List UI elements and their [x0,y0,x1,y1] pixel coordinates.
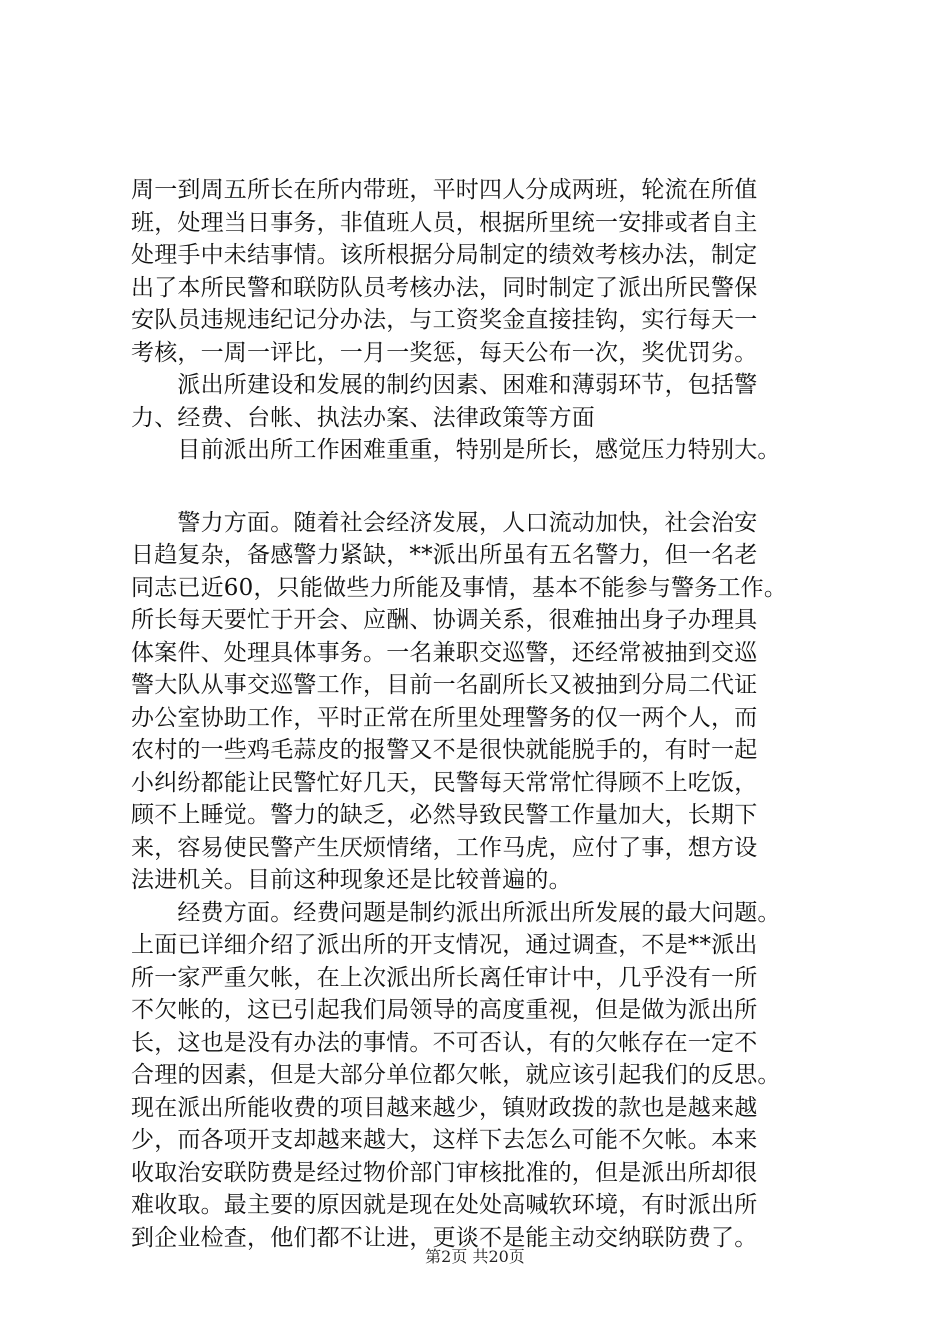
text-line: 派出所建设和发展的制约因素、困难和薄弱环节，包括警 [131,372,758,398]
text-line: 长，这也是没有办法的事情。不可否认，有的欠帐存在一定不 [131,1029,758,1056]
text-line: 考核，一周一评比，一月一奖惩，每天公布一次，奖优罚劣。 [131,339,758,366]
text-line: 目前派出所工作困难重重，特别是所长，感觉压力特别大。 [131,437,781,463]
text-line: 出了本所民警和联防队员考核办法，同时制定了派出所民警保 [131,274,758,301]
text-line: 警大队从事交巡警工作，目前一名副所长又被抽到分局二代证 [131,672,758,698]
page-number-footer: 第2页 共20页 [425,1247,525,1266]
text-line: 所长每天要忙于开会、应酬、协调关系，很难抽出身子办理具 [131,607,758,633]
text-line: 所一家严重欠帐，在上次派出所长离任审计中，几乎没有一所 [131,964,758,991]
text-line: 安队员违规违纪记分办法，与工资奖金直接挂钩，实行每天一 [131,307,758,333]
text-line: 难收取。最主要的原因就是现在处处高喊软环境，有时派出所 [131,1192,758,1218]
text-line: 小纠纷都能让民警忙好几天，民警每天常常忙得顾不上吃饭， [131,769,758,796]
text-line: 班，处理当日事务，非值班人员，根据所里统一安排或者自主 [131,209,758,236]
text-line: 力、经费、台帐、执法办案、法律政策等方面 [131,404,595,431]
text-line: 现在派出所能收费的项目越来越少，镇财政拨的款也是越来越 [131,1094,758,1121]
text-line: 合理的因素，但是大部分单位都欠帐，就应该引起我们的反思。 [131,1062,781,1088]
text-line: 法进机关。目前这种现象还是比较普遍的。 [131,867,572,893]
text-line: 不欠帐的，这已引起我们局领导的高度重视，但是做为派出所 [131,997,758,1023]
text-line: 处理手中未结事情。该所根据分局制定的绩效考核办法，制定 [131,242,758,268]
text-line: 上面已详细介绍了派出所的开支情况，通过调查，不是**派出 [131,932,758,958]
text-line: 警力方面。随着社会经济发展，人口流动加快，社会治安 [131,509,758,536]
text-line: 到企业检查，他们都不让进，更谈不是能主动交纳联防费了。 [131,1224,758,1251]
text-line: 来，容易使民警产生厌烦情绪，工作马虎，应付了事，想方设 [131,834,758,861]
text-line: 农村的一些鸡毛蒜皮的报警又不是很快就能脱手的，有时一起 [131,737,758,763]
text-line: 周一到周五所长在所内带班，平时四人分成两班，轮流在所值 [131,177,758,203]
text-line: 少，而各项开支却越来越大，这样下去怎么可能不欠帐。本来 [131,1127,758,1153]
text-line: 收取治安联防费是经过物价部门审核批准的，但是派出所却很 [131,1159,758,1186]
text-line: 同志已近60，只能做些力所能及事情，基本不能参与警务工作。 [131,574,788,601]
text-line: 日趋复杂，备感警力紧缺，**派出所虽有五名警力，但一名老 [131,542,758,568]
document-body [131,174,831,1254]
text-line: 顾不上睡觉。警力的缺乏，必然导致民警工作量加大，长期下 [131,802,758,828]
paragraph-gap [131,467,831,507]
text-line: 经费方面。经费问题是制约派出所派出所发展的最大问题。 [131,899,781,926]
text-line: 体案件、处理具体事务。一名兼职交巡警，还经常被抽到交巡 [131,639,758,666]
text-line: 办公室协助工作，平时正常在所里处理警务的仅一两个人，而 [131,704,758,731]
